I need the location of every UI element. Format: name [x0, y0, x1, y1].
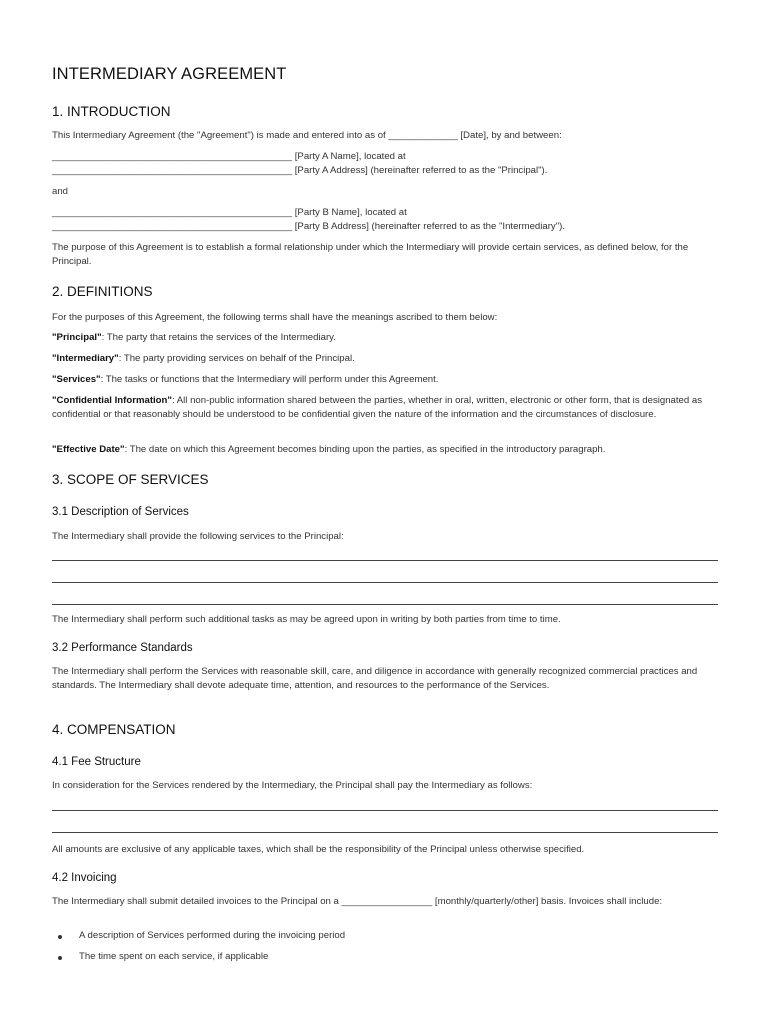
party-b-address-line: _____________________________________________ [Party B Address] (hereinafter referred to as the "Intermediary").: [52, 221, 565, 232]
definition-term: "Effective Date": [52, 444, 125, 455]
services-blank-line-3[interactable]: [52, 604, 718, 605]
fee-blank-line-2[interactable]: [52, 832, 718, 833]
definition-term: "Intermediary": [52, 353, 119, 364]
definition-term: "Principal": [52, 332, 102, 343]
definition-text: : The party that retains the services of the Intermediary.: [101, 332, 336, 343]
definition-item: [52, 331, 336, 345]
fee-lead: In consideration for the Services rendered by the Intermediary, the Principal shall pay the Intermediary as follows:: [52, 780, 533, 791]
subheading-description-of-services: 3.1 Description of Services: [52, 506, 189, 518]
definition-item: [52, 394, 720, 422]
services-blank-line-2[interactable]: [52, 582, 718, 583]
bullet-icon: [58, 956, 62, 960]
intro-paragraph: This Intermediary Agreement (the "Agreement") is made and entered into as of _____________ [Date], by and between:: [52, 130, 562, 141]
definition-text: : The tasks or functions that the Intermediary will perform under this Agreement.: [100, 374, 439, 385]
definition-item: [52, 352, 355, 366]
services-blank-line-1[interactable]: [52, 560, 718, 561]
section-heading-scope: 3. SCOPE OF SERVICES: [52, 472, 209, 487]
section-heading-compensation: 4. COMPENSATION: [52, 722, 176, 737]
list-item: A description of Services performed during the invoicing period: [79, 930, 346, 941]
fee-blank-line-1[interactable]: [52, 810, 718, 811]
section-heading-introduction: 1. INTRODUCTION: [52, 104, 171, 119]
definition-term: "Services": [52, 374, 101, 385]
definition-item: [52, 373, 438, 387]
subheading-fee-structure: 4.1 Fee Structure: [52, 756, 141, 768]
additional-tasks-paragraph: The Intermediary shall perform such additional tasks as may be agreed upon in writing by both parties from time to time.: [52, 614, 561, 625]
purpose-paragraph: The purpose of this Agreement is to establish a formal relationship under which the Intermediary will provide certain services, as defined below, for the Principal.: [52, 242, 689, 267]
section-heading-definitions: 2. DEFINITIONS: [52, 284, 153, 299]
performance-paragraph: The Intermediary shall perform the Services with reasonable skill, care, and diligence in accordance with generally recognized commercial practices and standards. The Intermediary shall devote adequate time, attention, and resources to the performance of the Services.: [52, 666, 698, 691]
taxes-paragraph: All amounts are exclusive of any applicable taxes, which shall be the responsibility of the Principal unless otherwise specified.: [52, 844, 585, 855]
bullet-icon: [58, 935, 62, 939]
definition-text: : All non-public information shared between the parties, whether in oral, written, electronic or other form, that is designated as confidential or that reasonably should be understood to be confidential given the nature of the information and the circumstances of disclosure.: [52, 395, 703, 420]
services-lead: The Intermediary shall provide the following services to the Principal:: [52, 531, 344, 542]
document-title: INTERMEDIARY AGREEMENT: [52, 65, 287, 83]
and-text: and: [52, 186, 69, 197]
subheading-performance-standards: 3.2 Performance Standards: [52, 642, 193, 654]
invoicing-paragraph: The Intermediary shall submit detailed invoices to the Principal on a _________________ [monthly/quarterly/other] basis. Invoices shall include:: [52, 896, 663, 907]
party-a-address-line: _____________________________________________ [Party A Address] (hereinafter referred to as the "Principal").: [52, 165, 548, 176]
definitions-lead: For the purposes of this Agreement, the following terms shall have the meanings ascribed to them below:: [52, 312, 498, 323]
party-a-name-line: _____________________________________________ [Party A Name], located at: [52, 151, 406, 162]
party-b-name-line: _____________________________________________ [Party B Name], located at: [52, 207, 407, 218]
list-item: The time spent on each service, if applicable: [79, 951, 269, 962]
definition-item: [52, 443, 605, 457]
definition-term: "Confidential Information": [52, 395, 172, 406]
definition-text: : The date on which this Agreement becomes binding upon the parties, as specified in the introductory paragraph.: [124, 444, 606, 455]
definition-text: : The party providing services on behalf of the Principal.: [118, 353, 355, 364]
subheading-invoicing: 4.2 Invoicing: [52, 872, 117, 884]
